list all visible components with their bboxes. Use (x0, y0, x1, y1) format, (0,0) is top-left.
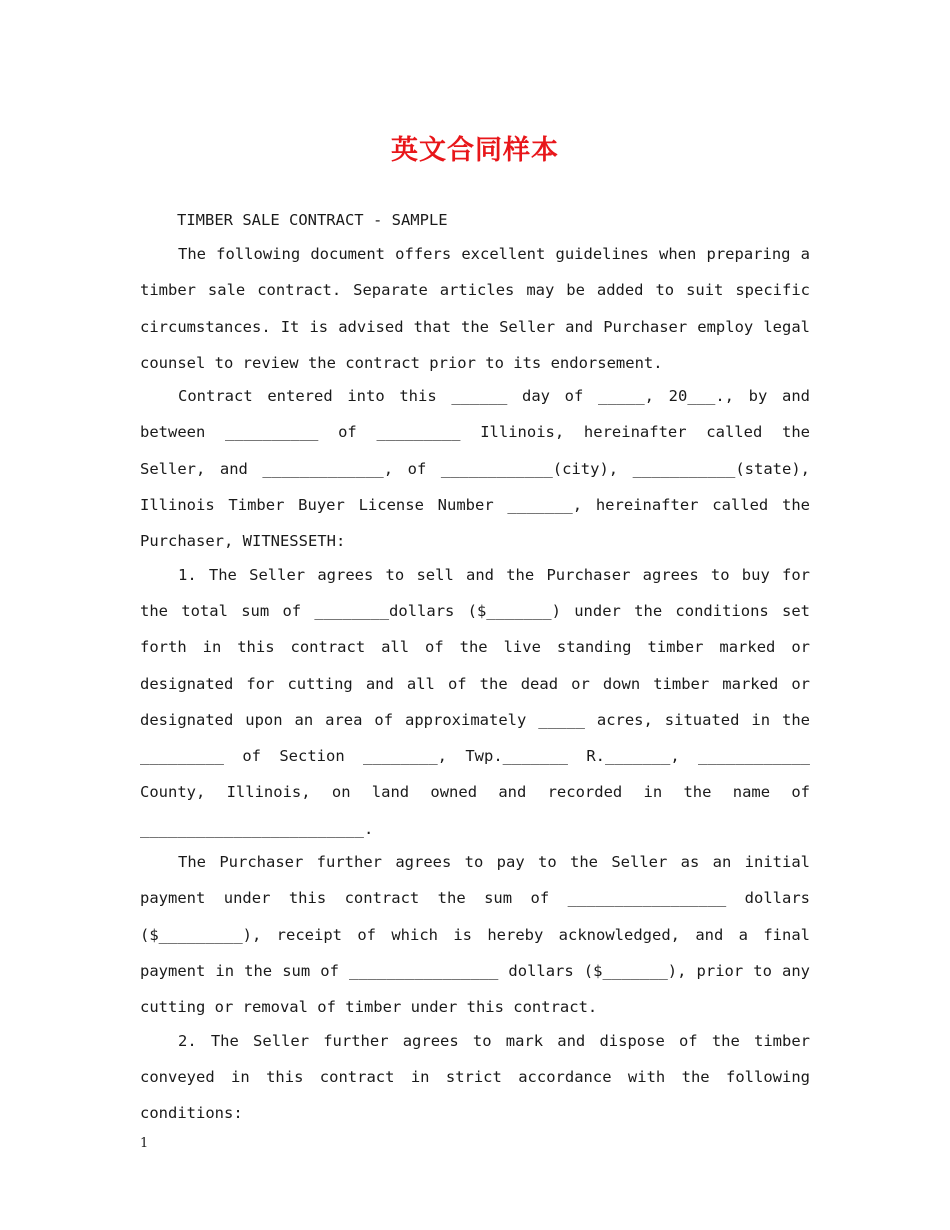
payment-paragraph: The Purchaser further agrees to pay to the Seller as an initial payment under this contract the sum of _________________ dollars ($_________), receipt of which is hereby acknowledged, and a final payment in the sum of ________________ dollars ($_______), prior to any cutting or removal of timber under this contract. (140, 853, 810, 1017)
clause-1-paragraph: 1. The Seller agrees to sell and the Purchaser agrees to buy for the total sum of ________dollars ($_______) under the conditions set forth in this contract all of the live standing timber marked or designated for cutting and all of the dead or down timber marked or designated upon an area of approximately _____ acres, situated in the _________ of Section ________, Twp._______ R._______, ____________ County, Illinois, on land owned and recorded in the name of ________________________. (140, 565, 810, 838)
document-title: 英文合同样本 (391, 135, 559, 166)
document-body (140, 206, 810, 1128)
intro-paragraph: The following document offers excellent guidelines when preparing a timber sale contract. Separate articles may be added to suit specific circumstances. It is advised that the Seller and Purchaser employ legal counsel to review the contract prior to its endorsement. (140, 245, 810, 372)
page-number: 1 (140, 1136, 149, 1151)
parties-paragraph: Contract entered into this ______ day of _____, 20___., by and between __________ of _________ Illinois, hereinafter called the Seller, and _____________, of ____________(city), ___________(state), Illinois Timber Buyer License Number _______, hereinafter called the Purchaser, WITNESSETH: (140, 387, 810, 551)
clause-2-paragraph: 2. The Seller further agrees to mark and dispose of the timber conveyed in this contract in strict accordance with the following conditions: (140, 1031, 810, 1123)
contract-heading: TIMBER SALE CONTRACT - SAMPLE (177, 211, 448, 229)
